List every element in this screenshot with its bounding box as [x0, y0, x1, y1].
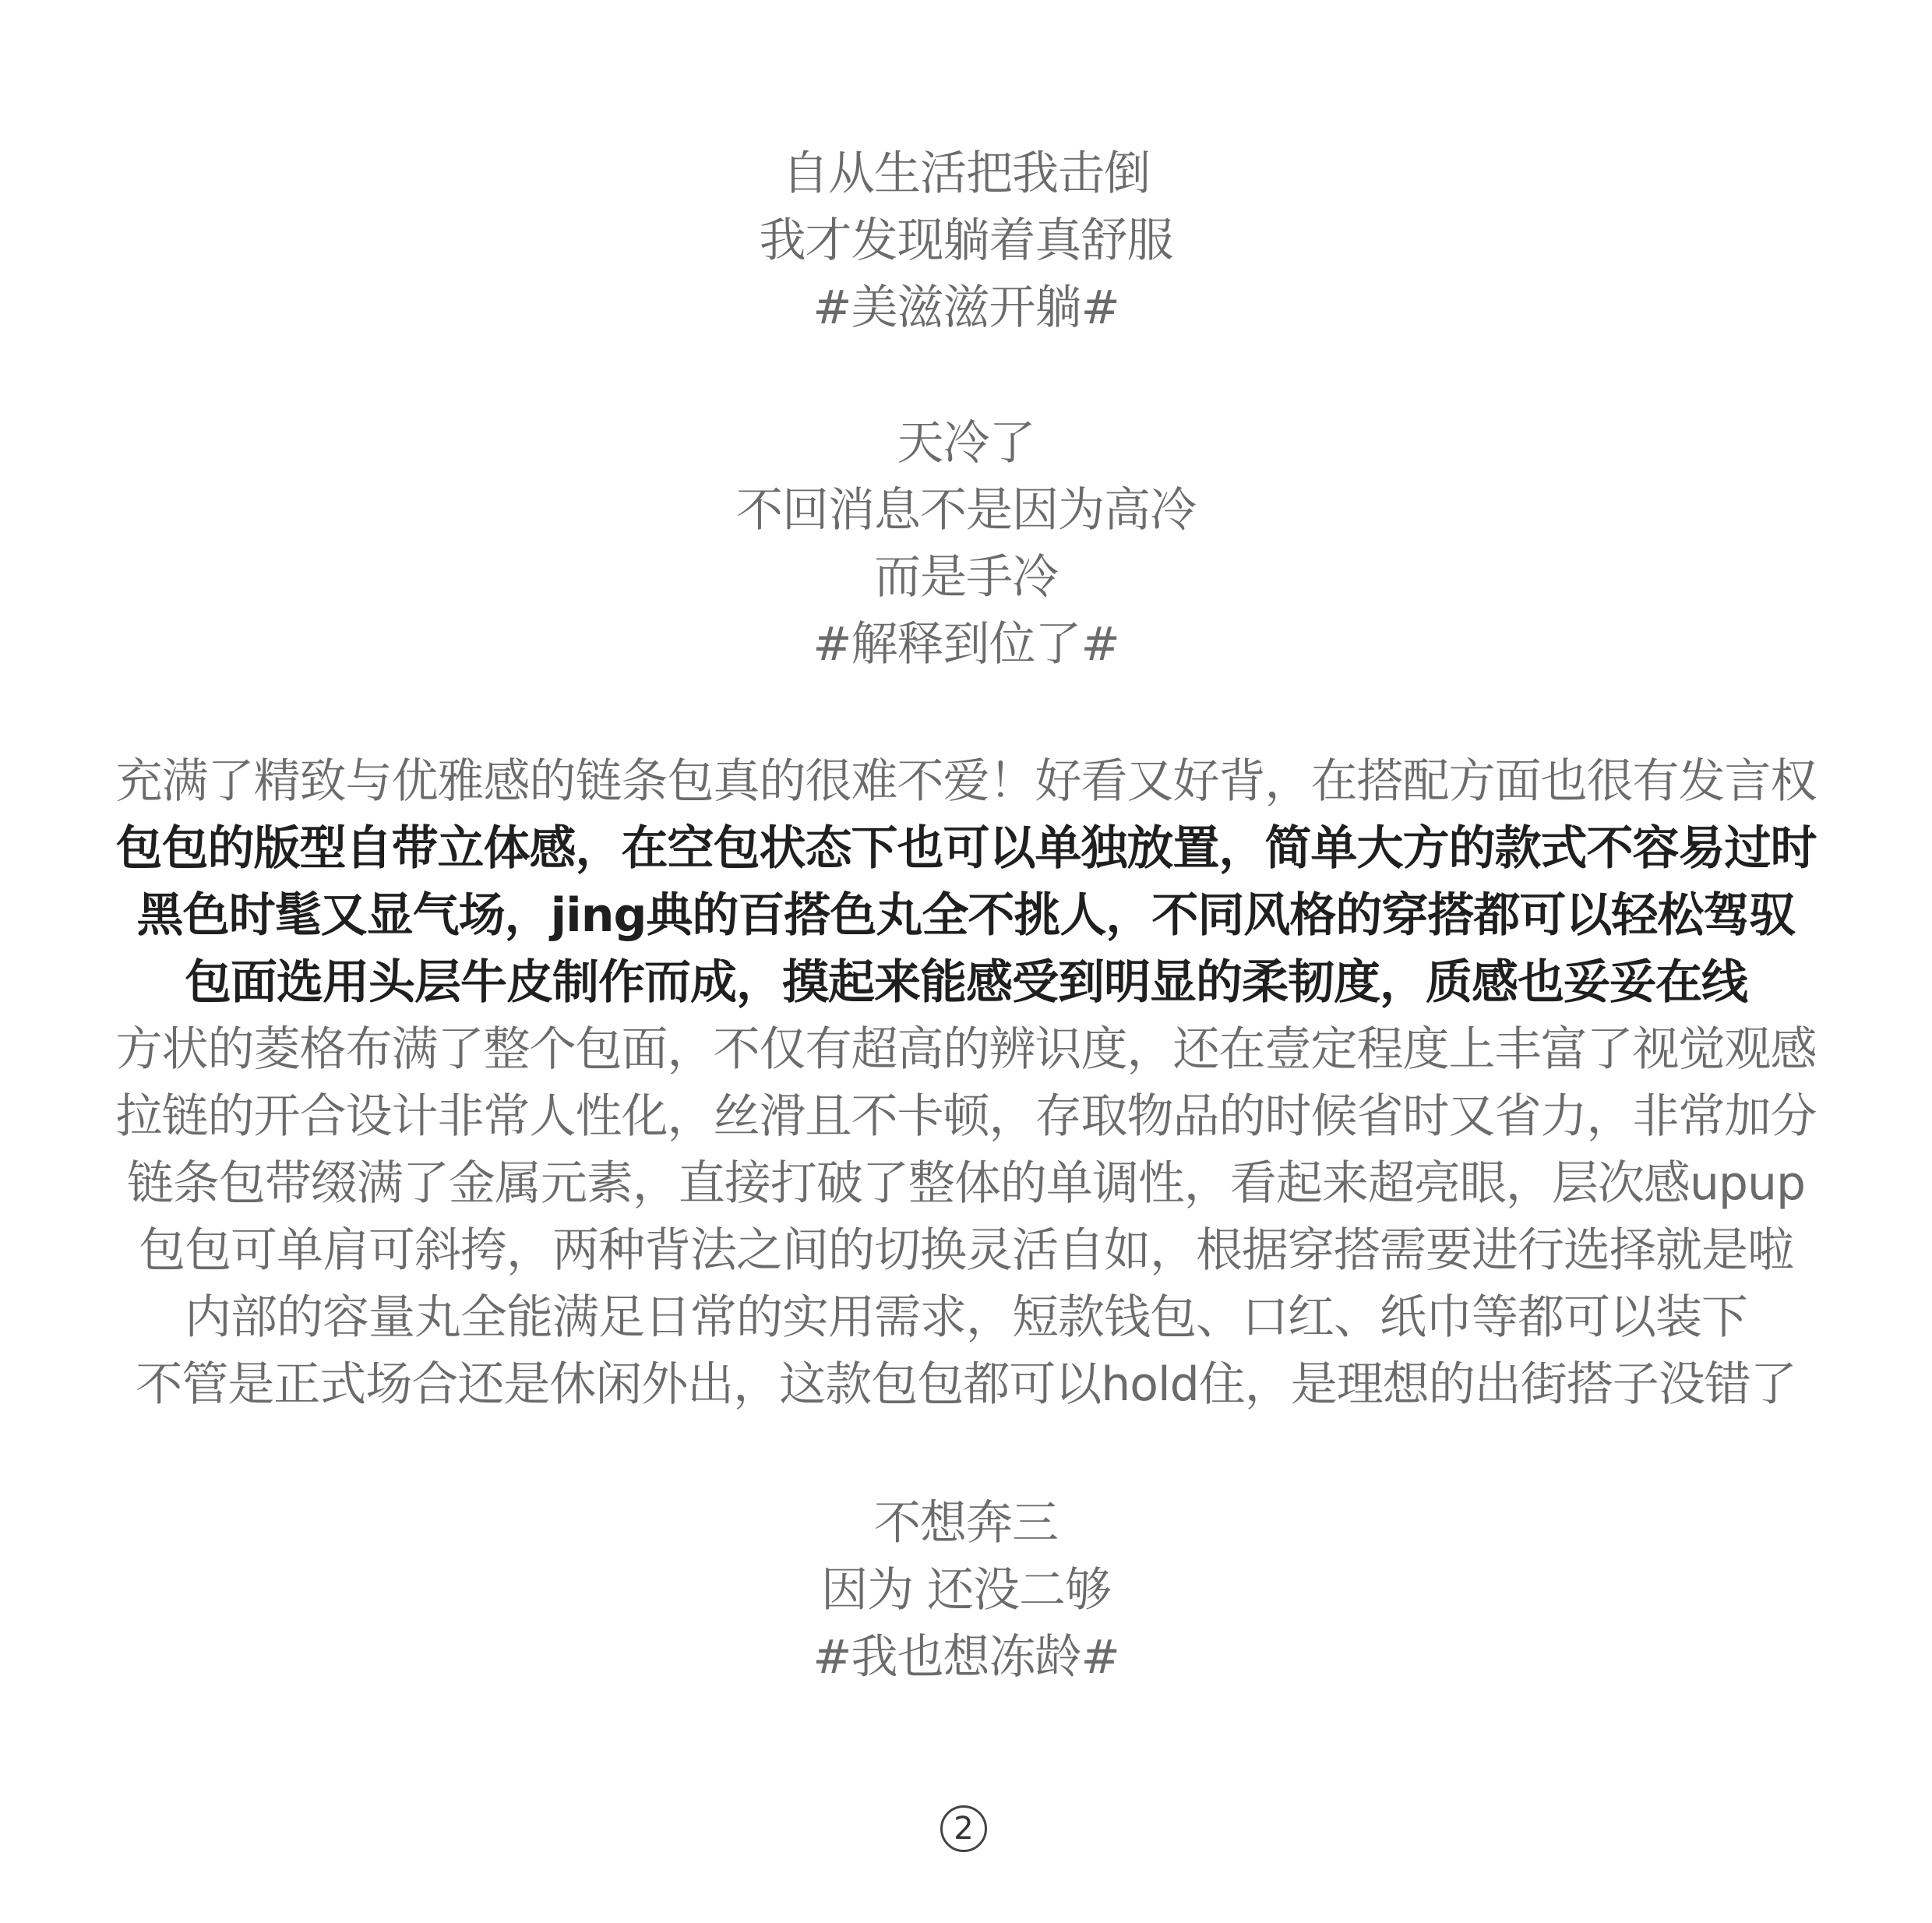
text-line: 自从生活把我击倒 [782, 146, 1150, 201]
text-line: 天冷了 [897, 416, 1035, 471]
text-line: 我才发现躺着真舒服 [759, 213, 1173, 268]
text-line: 不想奔三 [874, 1496, 1058, 1551]
page-number-badge: 2 [940, 1805, 987, 1852]
description-line-bold: 包包的版型自带立体感，在空包状态下也可以单独放置，简单大方的款式不容易过时 [115, 821, 1817, 876]
description-line: 链条包带缀满了金属元素，直接打破了整体的单调性，看起来超亮眼，层次感upup [126, 1156, 1806, 1211]
text-line: 而是手冷 [874, 550, 1058, 605]
description-line: 不管是正式场合还是休闲外出，这款包包都可以hold住，是理想的出街搭子没错了 [136, 1357, 1796, 1412]
description-line: 拉链的开合设计非常人性化，丝滑且不卡顿，存取物品的时候省时又省力，非常加分 [115, 1089, 1817, 1144]
description-line: 充满了精致与优雅感的链条包真的很难不爱！好看又好背，在搭配方面也很有发言权 [115, 754, 1817, 809]
text-line: 因为 还没二够 [820, 1563, 1112, 1618]
bag-description [0, 748, 1932, 1418]
text-line: 不回消息不是因为高冷 [736, 483, 1196, 538]
poem-stanza-freeze-age [0, 1490, 1932, 1691]
hashtag-line: #我也想冻龄# [813, 1630, 1119, 1685]
description-line: 方状的菱格布满了整个包面，不仅有超高的辨识度，还在壹定程度上丰富了视觉观感 [115, 1022, 1817, 1077]
description-line: 内部的容量丸全能满足日常的实用需求，短款钱包、口红、纸巾等都可以装下 [185, 1290, 1747, 1345]
description-line-bold: 包面选用头层牛皮制作而成，摸起来能感受到明显的柔韧度，质感也妥妥在线 [185, 955, 1747, 1010]
description-line: 包包可单肩可斜挎，两种背法之间的切换灵活自如，根据穿搭需要进行选择就是啦 [139, 1223, 1793, 1278]
description-line-bold: 黑色时髦又显气场，jing典的百搭色丸全不挑人，不同风格的穿搭都可以轻松驾驭 [136, 888, 1796, 943]
hashtag-line: #解释到位了# [813, 617, 1119, 672]
poem-stanza-lying-down [0, 140, 1932, 341]
hashtag-line: #美滋滋开躺# [813, 281, 1119, 335]
poem-stanza-cold-hands [0, 410, 1932, 678]
